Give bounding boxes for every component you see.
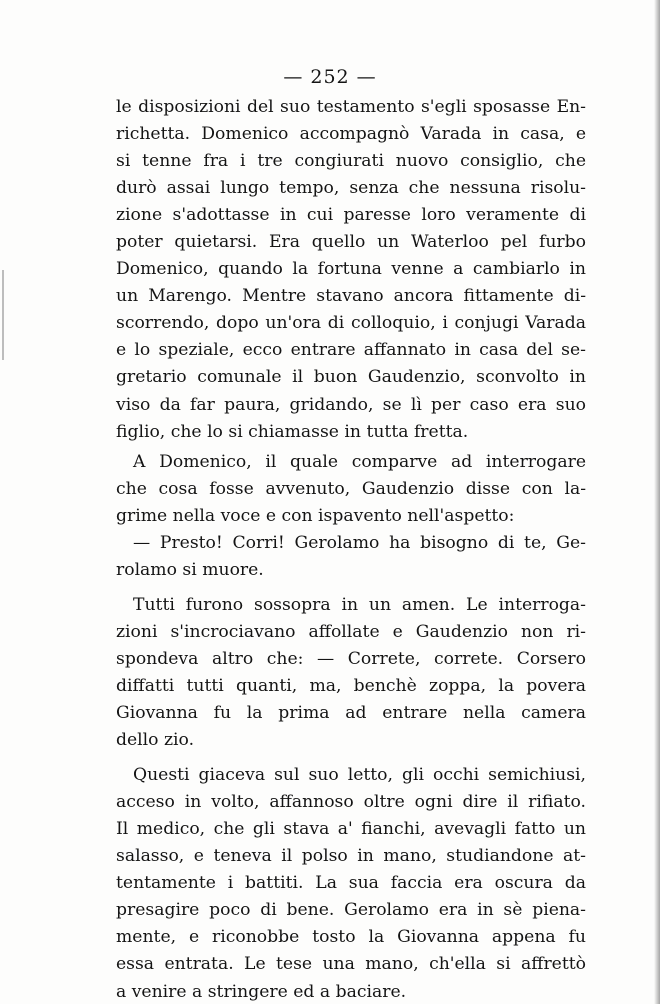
text-line: grime nella voce e con ispavento nell'aspetto:	[116, 505, 515, 526]
scan-edge-mark	[2, 270, 4, 360]
text-line: un Marengo. Mentre stavano ancora fittamente di-	[116, 286, 586, 307]
text-line: essa entrata. Le tese una mano, ch'ella si affrettò	[116, 954, 586, 975]
text-line: Il medico, che gli stava a' fianchi, avevagli fatto un	[116, 819, 586, 840]
text-line: Questi giaceva sul suo letto, gli occhi semichiusi,	[133, 765, 586, 786]
text-line: spondeva altro che: — Correte, correte. Corsero	[116, 648, 586, 669]
text-line: scorrendo, dopo un'ora di colloquio, i conjugi Varada	[116, 313, 586, 334]
text-line: Domenico, quando la fortuna venne a cambiarlo in	[116, 259, 586, 280]
text-line: Giovanna fu la prima ad entrare nella camera	[116, 703, 586, 724]
text-line: le disposizioni del suo testamento s'egli sposasse En-	[116, 97, 586, 117]
paragraph	[116, 449, 586, 530]
text-line: viso da far paura, gridando, se lì per caso era suo	[116, 394, 586, 415]
text-line: durò assai lungo tempo, senza che nessuna risolu-	[116, 178, 586, 199]
page-number: — 252 —	[283, 66, 377, 88]
text-line: mente, e riconobbe tosto la Giovanna appena fu	[116, 927, 586, 948]
text-line: salasso, e teneva il polso in mano, studiandone at-	[116, 846, 586, 867]
text-line: che cosa fosse avvenuto, Gaudenzio disse con la-	[116, 478, 586, 499]
paragraph	[116, 94, 586, 446]
text-line: si tenne fra i tre congiurati nuovo consiglio, che	[116, 151, 586, 172]
text-line: a venire a stringere ed a baciare.	[116, 981, 407, 1002]
paragraph	[116, 530, 586, 584]
paragraph	[116, 592, 586, 754]
text-line: zioni s'incrociavano affollate e Gaudenzio non ri-	[116, 621, 586, 642]
text-line: acceso in volto, affannoso oltre ogni dire il rifiato.	[116, 792, 586, 813]
text-line: rolamo si muore.	[116, 559, 264, 580]
body-text	[116, 94, 586, 1006]
text-line: presagire poco di bene. Gerolamo era in sè piena-	[116, 900, 586, 921]
text-line: — Presto! Corri! Gerolamo ha bisogno di te, Ge-	[133, 532, 586, 553]
text-line: poter quietarsi. Era quello un Waterloo pel furbo	[116, 232, 586, 253]
text-line: e lo speziale, ecco entrare affannato in casa del se-	[116, 340, 586, 361]
text-line: zione s'adottasse in cui paresse loro veramente di	[116, 205, 586, 226]
text-line: Tutti furono sossopra in un amen. Le interroga-	[133, 594, 586, 615]
text-line: A Domenico, il quale comparve ad interrogare	[133, 451, 586, 472]
text-line: dello zio.	[116, 730, 195, 751]
text-line: richetta. Domenico accompagnò Varada in casa, e	[116, 124, 586, 145]
text-line: tentamente i battiti. La sua faccia era oscura da	[116, 873, 586, 894]
text-line: figlio, che lo si chiamasse in tutta fretta.	[116, 421, 469, 442]
paragraph	[116, 762, 586, 1005]
text-line: gretario comunale il buon Gaudenzio, sconvolto in	[116, 367, 586, 388]
text-line: diffatti tutti quanti, ma, benchè zoppa, la povera	[116, 675, 586, 696]
page-edge-shadow	[654, 0, 660, 1004]
